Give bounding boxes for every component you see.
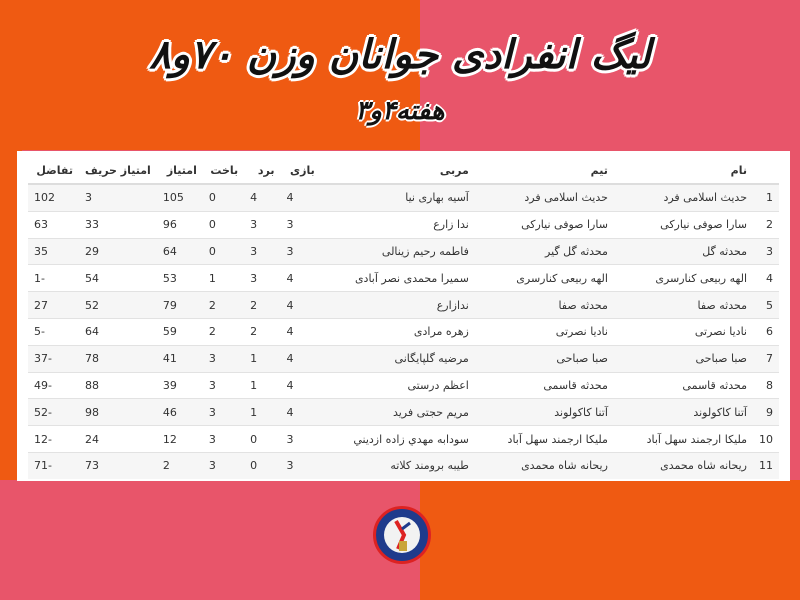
cell-rank: 2	[753, 211, 779, 238]
cell-team: ریحانه شاه محمدی	[475, 452, 614, 478]
cell-name: محدثه گل	[614, 238, 753, 265]
cell-diff: -52	[28, 399, 79, 426]
cell-opp-points: 78	[79, 345, 157, 372]
table-row	[28, 211, 779, 238]
cell-rank: 8	[753, 372, 779, 399]
table-header-row	[28, 157, 779, 184]
cell-opp-points: 64	[79, 318, 157, 345]
cell-team: صبا صباحی	[475, 345, 614, 372]
cell-rank: 1	[753, 184, 779, 211]
cell-won: 4	[244, 184, 280, 211]
cell-won: 3	[244, 238, 280, 265]
cell-lost: 0	[203, 211, 244, 238]
standings-card	[17, 151, 790, 481]
cell-points: 41	[157, 345, 203, 372]
cell-team: ملیکا ارجمند سهل آباد	[475, 426, 614, 453]
table-row	[28, 452, 779, 478]
cell-diff: -71	[28, 452, 79, 478]
background-orange-bottom	[420, 480, 800, 600]
cell-opp-points: 73	[79, 452, 157, 478]
cell-diff: 35	[28, 238, 79, 265]
cell-won: 1	[244, 345, 280, 372]
cell-won: 2	[244, 292, 280, 319]
cell-won: 3	[244, 211, 280, 238]
cell-points: 105	[157, 184, 203, 211]
cell-team: الهه ربیعی کنارسری	[475, 265, 614, 292]
table-row	[28, 292, 779, 319]
cell-diff: -5	[28, 318, 79, 345]
cell-coach: ندازارع	[321, 292, 475, 319]
cell-coach: زهره مرادی	[321, 318, 475, 345]
cell-rank: 7	[753, 345, 779, 372]
cell-points: 79	[157, 292, 203, 319]
standings-table	[28, 157, 779, 479]
cell-lost: 2	[203, 318, 244, 345]
cell-played: 3	[280, 211, 320, 238]
cell-lost: 3	[203, 372, 244, 399]
cell-rank: 11	[753, 452, 779, 478]
cell-diff: -12	[28, 426, 79, 453]
cell-diff: -1	[28, 265, 79, 292]
cell-rank: 5	[753, 292, 779, 319]
cell-name: آتنا کاکولوند	[614, 399, 753, 426]
table-row	[28, 265, 779, 292]
cell-team: محدثه گل گیر	[475, 238, 614, 265]
cell-name: سارا صوفی نیارکی	[614, 211, 753, 238]
cell-played: 4	[280, 184, 320, 211]
cell-points: 46	[157, 399, 203, 426]
cell-team: آتنا کاکولوند	[475, 399, 614, 426]
cell-team: محدثه قاسمی	[475, 372, 614, 399]
cell-diff: 27	[28, 292, 79, 319]
cell-lost: 1	[203, 265, 244, 292]
cell-played: 3	[280, 238, 320, 265]
cell-name: صبا صباحی	[614, 345, 753, 372]
col-opp-points: امتیاز حریف	[79, 157, 157, 184]
cell-coach: ندا زارع	[321, 211, 475, 238]
table-row	[28, 345, 779, 372]
col-won: برد	[244, 157, 280, 184]
cell-opp-points: 3	[79, 184, 157, 211]
cell-opp-points: 24	[79, 426, 157, 453]
cell-won: 0	[244, 426, 280, 453]
cell-lost: 3	[203, 426, 244, 453]
cell-points: 64	[157, 238, 203, 265]
cell-opp-points: 52	[79, 292, 157, 319]
cell-coach: مرضیه گلپایگانی	[321, 345, 475, 372]
cell-lost: 2	[203, 292, 244, 319]
cell-points: 12	[157, 426, 203, 453]
col-team: تیم	[475, 157, 614, 184]
cell-diff: 102	[28, 184, 79, 211]
cell-team: نادیا نصرتی	[475, 318, 614, 345]
table-row	[28, 399, 779, 426]
cell-points: 53	[157, 265, 203, 292]
cell-points: 96	[157, 211, 203, 238]
cell-points: 2	[157, 452, 203, 478]
cell-diff: 63	[28, 211, 79, 238]
col-points: امتیاز	[157, 157, 203, 184]
cell-opp-points: 98	[79, 399, 157, 426]
cell-name: محدثه قاسمی	[614, 372, 753, 399]
cell-diff: -37	[28, 345, 79, 372]
page-title: لیگ انفرادی جوانان وزن ۷۰و۸	[149, 32, 651, 78]
col-rank	[753, 157, 779, 184]
cell-name: ریحانه شاه محمدی	[614, 452, 753, 478]
cell-name: حدیث اسلامی فرد	[614, 184, 753, 211]
cell-name: ملیکا ارجمند سهل آباد	[614, 426, 753, 453]
cell-played: 3	[280, 426, 320, 453]
cell-opp-points: 88	[79, 372, 157, 399]
cell-rank: 3	[753, 238, 779, 265]
cell-coach: طیبه برومند کلاته	[321, 452, 475, 478]
col-name: نام	[614, 157, 753, 184]
col-diff: تفاضل	[28, 157, 79, 184]
cell-rank: 4	[753, 265, 779, 292]
col-coach: مربی	[321, 157, 475, 184]
cell-rank: 9	[753, 399, 779, 426]
cell-lost: 0	[203, 184, 244, 211]
cell-coach: فاطمه رحیم زینالی	[321, 238, 475, 265]
cell-won: 0	[244, 452, 280, 478]
cell-coach: آسیه بهاری نیا	[321, 184, 475, 211]
cell-won: 1	[244, 399, 280, 426]
cell-team: سارا صوفی نیارکی	[475, 211, 614, 238]
cell-name: محدثه صفا	[614, 292, 753, 319]
cell-opp-points: 33	[79, 211, 157, 238]
table-row	[28, 372, 779, 399]
cell-diff: -49	[28, 372, 79, 399]
cell-won: 1	[244, 372, 280, 399]
cell-played: 4	[280, 372, 320, 399]
cell-played: 4	[280, 265, 320, 292]
table-row	[28, 318, 779, 345]
col-lost: باخت	[203, 157, 244, 184]
cell-lost: 3	[203, 452, 244, 478]
cell-won: 3	[244, 265, 280, 292]
cell-points: 39	[157, 372, 203, 399]
cell-coach: سودابه مهدي زاده ازديني	[321, 426, 475, 453]
table-row	[28, 238, 779, 265]
cell-lost: 3	[203, 399, 244, 426]
table-row	[28, 184, 779, 211]
table-row	[28, 426, 779, 453]
cell-played: 4	[280, 399, 320, 426]
cell-opp-points: 54	[79, 265, 157, 292]
cell-team: حدیث اسلامی فرد	[475, 184, 614, 211]
cell-played: 4	[280, 345, 320, 372]
federation-emblem-icon	[373, 506, 431, 564]
cell-team: محدثه صفا	[475, 292, 614, 319]
cell-played: 3	[280, 452, 320, 478]
cell-lost: 0	[203, 238, 244, 265]
cell-name: الهه ربیعی کنارسری	[614, 265, 753, 292]
cell-opp-points: 29	[79, 238, 157, 265]
cell-coach: مریم حجتی فرید	[321, 399, 475, 426]
cell-rank: 6	[753, 318, 779, 345]
cell-lost: 3	[203, 345, 244, 372]
col-played: بازی	[280, 157, 320, 184]
cell-coach: سمیرا محمدی نصر آبادی	[321, 265, 475, 292]
cell-rank: 10	[753, 426, 779, 453]
cell-points: 59	[157, 318, 203, 345]
cell-played: 4	[280, 318, 320, 345]
cell-name: نادیا نصرتی	[614, 318, 753, 345]
emblem-figure-icon	[376, 509, 428, 561]
cell-played: 4	[280, 292, 320, 319]
cell-coach: اعظم درستی	[321, 372, 475, 399]
page-subtitle: هفته۴و۳	[355, 96, 445, 126]
cell-won: 2	[244, 318, 280, 345]
